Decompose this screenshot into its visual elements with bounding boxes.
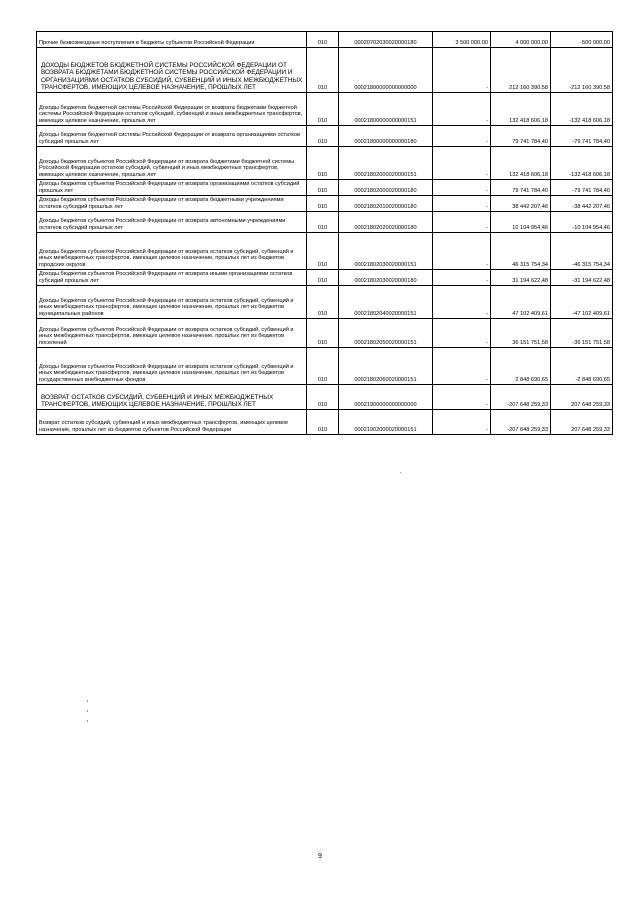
row-name: Доходы бюджетов субъектов Российской Федерации от возврата бюджетами бюджетной системы Российской Федерации остатков субсидий, субвенций и иных межбюджетных трансфертов, имеющих целевое назначение, прошлых лет [37, 147, 307, 180]
row-kbk: 00021802050020000151 [339, 319, 433, 348]
row-fact: 36 151 751,58 [491, 319, 551, 348]
row-name: Доходы бюджетов субъектов Российской Федерации от возврата остатков субсидий, субвенций и иных межбюджетных трансфертов, имеющих целевое назначение, прошлых лет из бюджетов государственных внебюджетных фондов [37, 348, 307, 385]
scan-speck [87, 720, 88, 722]
row-fact: 132 418 606,18 [491, 147, 551, 180]
row-name: Доходы бюджетов субъектов Российской Федерации от возврата бюджетными учреждениями остатков субсидий прошлых лет [37, 196, 307, 212]
row-fact: 2 848 690,65 [491, 348, 551, 385]
table-row [37, 212, 613, 233]
row-code: 010 [307, 385, 339, 410]
table-row [37, 32, 613, 48]
row-fact: 46 315 754,34 [491, 233, 551, 270]
row-fact: 38 442 207,46 [491, 196, 551, 212]
row-fact: 10 104 954,46 [491, 212, 551, 233]
row-fact: 132 418 606,18 [491, 93, 551, 126]
row-dev: -38 442 207,46 [551, 196, 613, 212]
row-kbk: 00021802040020000151 [339, 286, 433, 319]
row-dev: -2 848 690,65 [551, 348, 613, 385]
row-name: Возврат остатков субсидий, субвенций и иных межбюджетных трансфертов, имеющих целевое назначение, прошлых лет из бюджетов субъектов Российской Федерации [37, 410, 307, 435]
row-dev: -31 194 622,48 [551, 270, 613, 286]
scan-speck [87, 700, 88, 702]
row-dev: -10 104 954,46 [551, 212, 613, 233]
row-kbk: 00021800000000000000 [339, 48, 433, 93]
row-name: Доходы бюджетов субъектов Российской Федерации от возврата автономными учреждениями остатков субсидий прошлых лет [37, 212, 307, 233]
table-row [37, 319, 613, 348]
row-fact: -207 648 259,33 [491, 385, 551, 410]
table-row [37, 93, 613, 126]
row-fact: 47 102 409,61 [491, 286, 551, 319]
row-code: 010 [307, 147, 339, 180]
row-plan: - [433, 147, 491, 180]
row-code: 010 [307, 196, 339, 212]
row-name: Прочие безвозмездные поступления в бюджеты субъектов Российской Федерации [37, 32, 307, 48]
row-plan: - [433, 385, 491, 410]
table-row [37, 126, 613, 147]
row-dev: -79 741 784,40 [551, 126, 613, 147]
row-dev: 207 648 259,33 [551, 385, 613, 410]
row-kbk: 00021802000020000151 [339, 147, 433, 180]
row-dev: -47 102 409,61 [551, 286, 613, 319]
row-plan: - [433, 410, 491, 435]
row-name: ВОЗВРАТ ОСТАТКОВ СУБСИДИЙ, СУБВЕНЦИЙ И ИНЫХ МЕЖБЮДЖЕТНЫХ ТРАНСФЕРТОВ, ИМЕЮЩИХ ЦЕЛЕВОЕ НАЗНАЧЕНИЕ, ПРОШЛЫХ ЛЕТ [37, 385, 307, 410]
row-plan: - [433, 212, 491, 233]
row-kbk: 00021802030020000180 [339, 270, 433, 286]
row-dev: 207 648 259,33 [551, 410, 613, 435]
row-dev: -46 315 754,34 [551, 233, 613, 270]
table-row [37, 270, 613, 286]
row-fact: -207 648 259,33 [491, 410, 551, 435]
table-row [37, 410, 613, 435]
row-fact: 79 741 784,40 [491, 126, 551, 147]
row-plan: - [433, 270, 491, 286]
row-kbk: 00021902000020000151 [339, 410, 433, 435]
row-kbk: 00021900000000000000 [339, 385, 433, 410]
row-code: 010 [307, 48, 339, 93]
row-fact: 31 194 622,48 [491, 270, 551, 286]
row-code: 010 [307, 319, 339, 348]
row-name: Доходы бюджетов субъектов Российской Федерации от возврата остатков субсидий, субвенций и иных межбюджетных трансфертов, имеющих целевое назначение, прошлых лет из бюджетов городских округов [37, 233, 307, 270]
row-plan: - [433, 348, 491, 385]
table-row [37, 196, 613, 212]
table-row [37, 286, 613, 319]
row-name: Доходы бюджетов субъектов Российской Федерации от возврата остатков субсидий, субвенций и иных межбюджетных трансфертов, имеющих целевое назначение, прошлых лет из бюджетов поселений [37, 319, 307, 348]
row-plan: - [433, 286, 491, 319]
row-code: 010 [307, 348, 339, 385]
row-dev: -132 418 606,18 [551, 93, 613, 126]
page-number: 9 [318, 853, 322, 860]
row-kbk: 00021802060020000151 [339, 348, 433, 385]
row-kbk: 00021802020020000180 [339, 212, 433, 233]
row-code: 010 [307, 93, 339, 126]
row-code: 010 [307, 212, 339, 233]
row-plan: - [433, 93, 491, 126]
row-name: Доходы бюджетов субъектов Российской Федерации от возврата остатков субсидий, субвенций и иных межбюджетных трансфертов, имеющих целевое назначение, прошлых лет из бюджетов муниципальных районов [37, 286, 307, 319]
table-row [37, 48, 613, 93]
table-row [37, 385, 613, 410]
row-plan: - [433, 233, 491, 270]
row-kbk: 00021802000020000180 [339, 180, 433, 196]
row-code: 010 [307, 180, 339, 196]
row-name: Доходы бюджетов бюджетной системы Российской Федерации от возврата организациями остатков субсидий прошлых лет [37, 126, 307, 147]
row-code: 010 [307, 32, 339, 48]
row-plan: - [433, 48, 491, 93]
table-row [37, 348, 613, 385]
row-plan: - [433, 180, 491, 196]
budget-report-table [36, 31, 613, 435]
row-code: 010 [307, 270, 339, 286]
scan-speck [400, 472, 401, 473]
row-fact: 212 160 390,58 [491, 48, 551, 93]
row-dev: -79 741 784,40 [551, 180, 613, 196]
row-kbk: 00021802030020000151 [339, 233, 433, 270]
row-plan: - [433, 196, 491, 212]
table-row [37, 180, 613, 196]
row-name: ДОХОДЫ БЮДЖЕТОВ БЮДЖЕТНОЙ СИСТЕМЫ РОССИЙСКОЙ ФЕДЕРАЦИИ ОТ ВОЗВРАТА БЮДЖЕТАМИ БЮДЖЕТНОЙ СИСТЕМЫ РОССИЙСКОЙ ФЕДЕРАЦИИ И ОРГАНИЗАЦИЯМИ ОСТАТКОВ СУБСИДИЙ, СУБВЕНЦИЙ И ИНЫХ МЕЖБЮДЖЕТНЫХ ТРАНСФЕРТОВ, ИМЕЮЩИХ ЦЕЛЕВОЕ НАЗНАЧЕНИЕ, ПРОШЛЫХ ЛЕТ [37, 48, 307, 93]
row-kbk: 00021800000000000180 [339, 126, 433, 147]
row-plan: - [433, 319, 491, 348]
row-kbk: 00021800000000000151 [339, 93, 433, 126]
row-name: Доходы бюджетов субъектов Российской Федерации от возврата организациями остатков субсидий прошлых лет [37, 180, 307, 196]
row-code: 010 [307, 286, 339, 319]
row-dev: -36 151 751,58 [551, 319, 613, 348]
row-dev: -500 000,00 [551, 32, 613, 48]
row-kbk: 00021802010020000180 [339, 196, 433, 212]
row-dev: -212 160 390,58 [551, 48, 613, 93]
row-kbk: 00020702030020000180 [339, 32, 433, 48]
row-plan: 3 500 000,00 [433, 32, 491, 48]
row-code: 010 [307, 126, 339, 147]
row-plan: - [433, 126, 491, 147]
row-name: Доходы бюджетов бюджетной системы Российской Федерации от возврата бюджетами бюджетной системы Российской Федерации остатков субсидий, субвенций и иных межбюджетных трансфертов, имеющих целевое назначение, прошлых лет [37, 93, 307, 126]
row-code: 010 [307, 410, 339, 435]
scan-speck [87, 710, 88, 712]
row-dev: -132 418 606,18 [551, 147, 613, 180]
table-row [37, 233, 613, 270]
row-fact: 4 000 000,00 [491, 32, 551, 48]
table-row [37, 147, 613, 180]
row-fact: 79 741 784,40 [491, 180, 551, 196]
row-name: Доходы бюджетов субъектов Российской Федерации от возврата иными организациями остатков субсидий прошлых лет [37, 270, 307, 286]
row-code: 010 [307, 233, 339, 270]
